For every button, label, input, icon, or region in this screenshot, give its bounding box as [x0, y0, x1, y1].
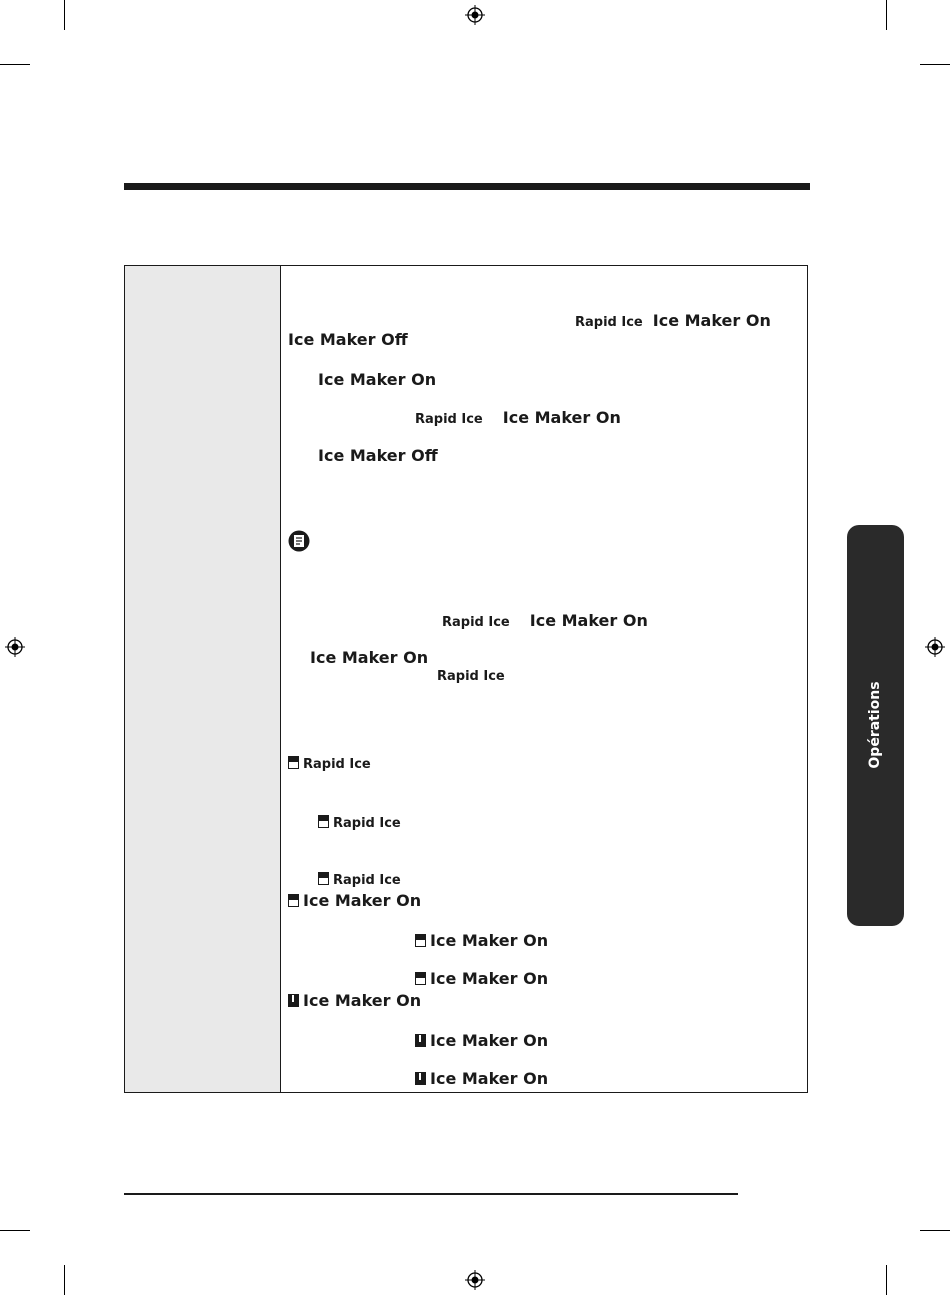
ice-maker-on-label: Ice Maker On: [430, 931, 549, 950]
section-tab-label: Opérations: [867, 681, 883, 769]
ice-maker-on-split-icon: [288, 994, 299, 1007]
ice-maker-on-heading: [288, 893, 421, 909]
registration-mark-icon: [465, 5, 485, 25]
crop-mark: [886, 1265, 887, 1295]
rapid-ice-label: Rapid Ice: [333, 873, 401, 888]
crop-mark: [64, 0, 65, 30]
rapid-ice-heading: [288, 756, 371, 771]
ice-maker-on-label: Ice Maker On: [303, 991, 422, 1010]
crop-mark: [64, 1265, 65, 1295]
rapid-ice-option: [318, 815, 401, 830]
ice-maker-off-label: Ice Maker Off: [288, 330, 408, 349]
ice-maker-on-label: Ice Maker On: [652, 311, 771, 330]
ice-maker-on-label: Ice Maker On: [529, 611, 648, 630]
ice-maker-off-label: Ice Maker Off: [318, 446, 438, 465]
ice-maker-on-icon: [415, 972, 426, 985]
rapid-ice-label: Rapid Ice: [303, 757, 371, 772]
crop-mark: [920, 64, 950, 65]
footer-rule: [124, 1193, 738, 1195]
crop-mark: [0, 64, 30, 65]
rapid-ice-icon: [318, 815, 329, 828]
registration-mark-icon: [925, 637, 945, 657]
ice-maker-on-label: Ice Maker On: [430, 1069, 549, 1088]
table-line: [415, 410, 621, 426]
ice-maker-on-label: Ice Maker On: [303, 891, 422, 910]
ice-maker-on-label: Ice Maker On: [430, 969, 549, 988]
rapid-ice-option: [318, 872, 401, 887]
ice-maker-on-icon: [415, 934, 426, 947]
rapid-ice-label: Rapid Ice: [442, 615, 510, 630]
rapid-ice-label: Rapid Ice: [575, 315, 643, 330]
registration-mark-icon: [465, 1270, 485, 1290]
ice-maker-on-label: Ice Maker On: [502, 408, 621, 427]
rapid-ice-icon: [318, 872, 329, 885]
ice-maker-on-heading: [288, 993, 421, 1009]
note-icon: [288, 530, 310, 552]
table-line: [442, 613, 648, 629]
registration-mark-icon: [5, 637, 25, 657]
rapid-ice-label: Rapid Ice: [415, 412, 483, 427]
ice-maker-on-label: Ice Maker On: [430, 1031, 549, 1050]
crop-mark: [920, 1230, 950, 1231]
ice-maker-on-label: Ice Maker On: [310, 648, 429, 667]
rapid-ice-icon: [288, 756, 299, 769]
rapid-ice-label: Rapid Ice: [437, 669, 505, 684]
header-rule: [124, 183, 810, 190]
ice-maker-on-icon: [288, 894, 299, 907]
rapid-ice-label: Rapid Ice: [333, 816, 401, 831]
ice-maker-on-option: [415, 1033, 548, 1049]
table-line: [575, 313, 771, 329]
ice-maker-on-option: [415, 971, 548, 987]
ice-maker-on-split-icon: [415, 1034, 426, 1047]
ice-maker-on-label: Ice Maker On: [318, 370, 437, 389]
ice-maker-on-split-icon: [415, 1072, 426, 1085]
ice-maker-on-option: [415, 1071, 548, 1087]
ice-maker-on-option: [415, 933, 548, 949]
table-label-column: [125, 266, 281, 1092]
crop-mark: [886, 0, 887, 30]
crop-mark: [0, 1230, 30, 1231]
